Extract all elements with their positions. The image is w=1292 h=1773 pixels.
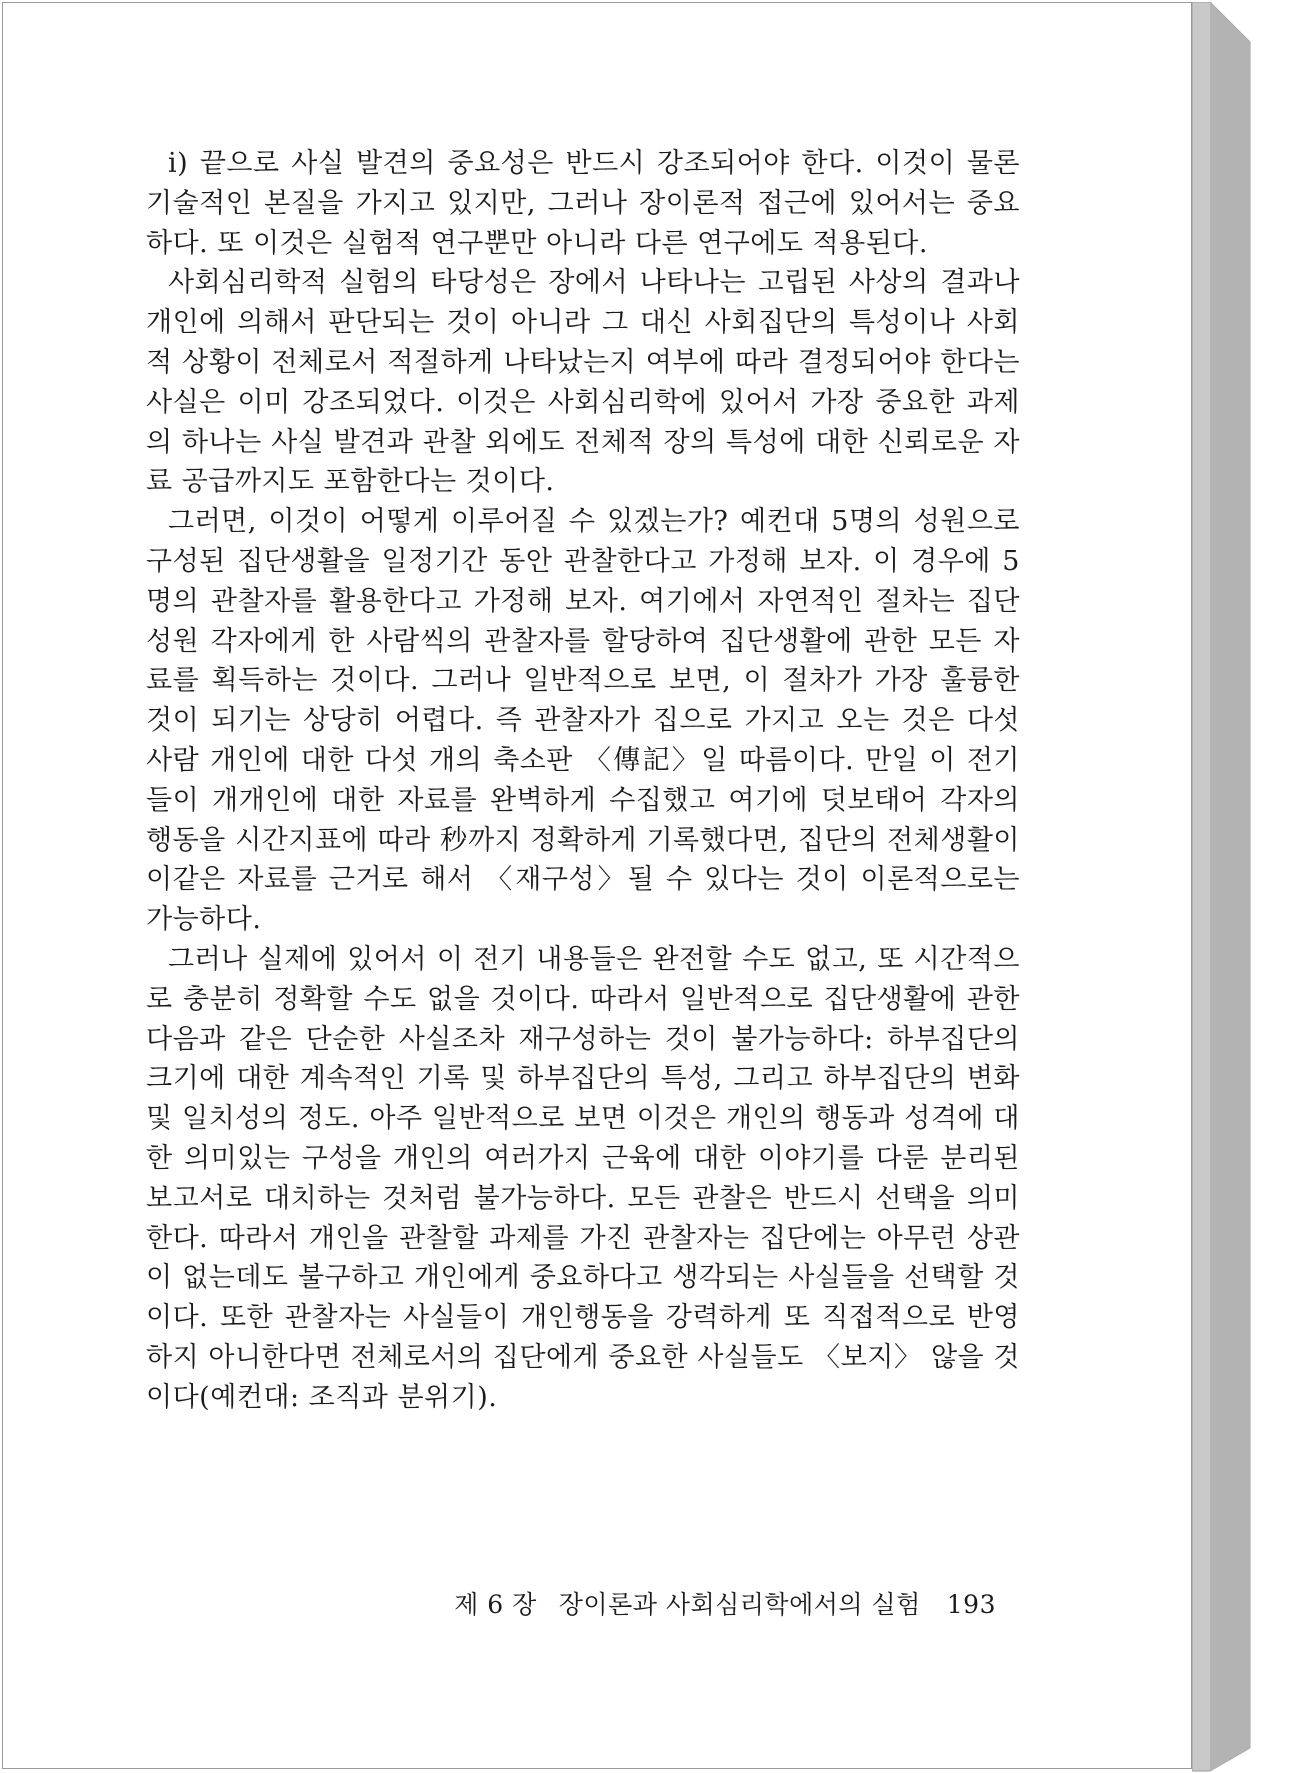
paragraph-2: 사회심리학적 실험의 타당성은 장에서 나타나는 고립된 사상의 결과나 개인에 의해서 판단되는 것이 아니라 그 대신 사회집단의 특성이나 사회적 상황이 전체로서 적절하게 나타났는지 여부에 따라 결정되어야 한다는 사실은 이미 강조되었다. 이것은 사회심리학에 있어서 가장 중요한 과제의 하나는 사실 발견과 관찰 외에도 전체적 장의 특성에 대한 신뢰로운 자료 공급까지도 포함한다는 것이다.: [146, 267, 1020, 498]
paragraph-1: i) 끝으로 사실 발견의 중요성은 반드시 강조되어야 한다. 이것이 물론 기술적인 본질을 가지고 있지만, 그러나 장이론적 접근에 있어서는 중요하다. 또 이것은 실험적 연구뿐만 아니라 다른 연구에도 적용된다.: [146, 148, 1020, 259]
book-edge-shape: [1192, 2, 1292, 1773]
page-number: 193: [946, 1590, 996, 1619]
chapter-label: 제 6 장: [454, 1590, 537, 1619]
body-text: [146, 144, 1020, 1418]
page-footer: [146, 1585, 996, 1621]
chapter-title: 장이론과 사회심리학에서의 실험: [558, 1590, 921, 1619]
paragraph-3: 그러면, 이것이 어떻게 이루어질 수 있겠는가? 예컨대 5명의 성원으로 구성된 집단생활을 일정기간 동안 관찰한다고 가정해 보자. 이 경우에 5명의 관찰자를 활용한다고 가정해 보자. 여기에서 자연적인 절차는 집단성원 각자에게 한 사람씩의 관찰자를 할당하여 집단생활에 관한 모든 자료를 획득하는 것이다. 그러나 일반적으로 보면, 이 절차가 가장 훌륭한 것이 되기는 상당히 어렵다. 즉 관찰자가 집으로 가지고 오는 것은 다섯 사람 개인에 대한 다섯 개의 축소판 〈傳記〉일 따름이다. 만일 이 전기들이 개개인에 대한 자료를 완벽하게 수집했고 여기에 덧보태어 각자의 행동을 시간지표에 따라 秒까지 정확하게 기록했다면, 집단의 전체생활이 이같은 자료를 근거로 해서 〈재구성〉될 수 있다는 것이 이론적으로는 가능하다.: [146, 506, 1020, 936]
paragraph-4: 그러나 실제에 있어서 이 전기 내용들은 완전할 수도 없고, 또 시간적으로 충분히 정확할 수도 없을 것이다. 따라서 일반적으로 집단생활에 관한 다음과 같은 단순한 사실조차 재구성하는 것이 불가능하다: 하부집단의 크기에 대한 계속적인 기록 및 하부집단의 특성, 그리고 하부집단의 변화 및 일치성의 정도. 아주 일반적으로 보면 이것은 개인의 행동과 성격에 대한 의미있는 구성을 개인의 여러가지 근육에 대한 이야기를 다룬 분리된 보고서로 대치하는 것처럼 불가능하다. 모든 관찰은 반드시 선택을 의미한다. 따라서 개인을 관찰할 과제를 가진 관찰자는 집단에는 아무런 상관이 없는데도 불구하고 개인에게 중요하다고 생각되는 사실들을 선택할 것이다. 또한 관찰자는 사실들이 개인행동을 강력하게 또 직접적으로 반영하지 아니한다면 전체로서의 집단에게 중요한 사실들도 〈보지〉 않을 것이다(예컨대: 조직과 분위기).: [146, 943, 1020, 1413]
